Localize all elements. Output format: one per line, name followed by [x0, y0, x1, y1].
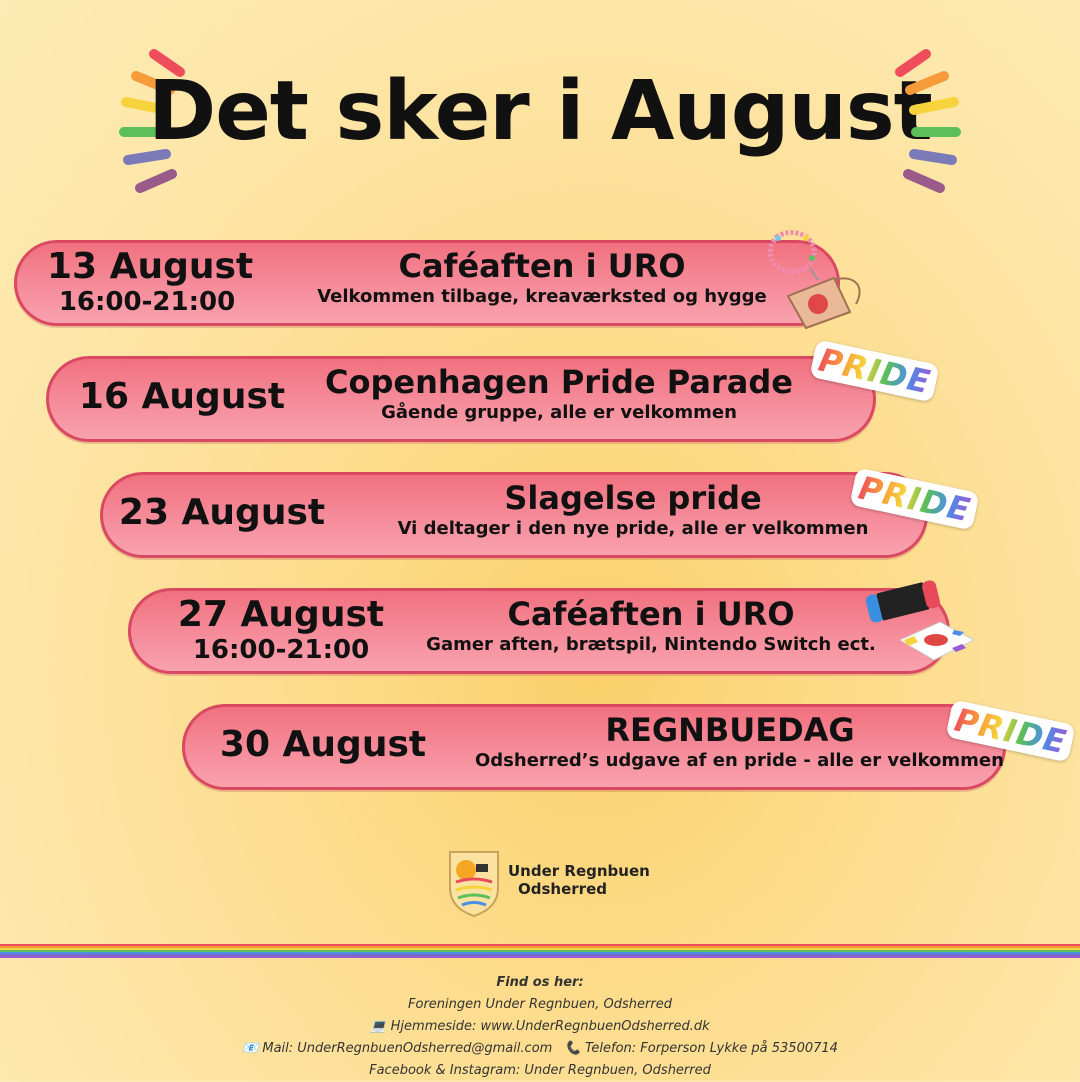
event-date: 27 August: [177, 594, 385, 635]
event-card: [182, 704, 1006, 790]
event-date-block: [77, 377, 287, 417]
footer-phone[interactable]: 📞 Telefon: Forperson Lykke på 53500714: [564, 1041, 838, 1056]
event-date: 30 August: [219, 724, 427, 765]
event-date: 13 August: [47, 246, 254, 287]
event-card: [46, 356, 876, 442]
rainbow-divider: [0, 944, 1080, 960]
event-info: [475, 711, 1004, 773]
event-subtitle: Gående gruppe, alle er velkommen: [381, 402, 737, 423]
event-card: [128, 588, 950, 674]
event-heading: Slagelse pride: [504, 479, 762, 517]
event-subtitle: Gamer aften, brætspil, Nintendo Switch ect.: [426, 634, 876, 655]
event-info: [309, 363, 809, 425]
contact-footer: [0, 972, 1080, 1082]
logo-line-2: Odsherred: [518, 880, 607, 898]
under-regnbuen-logo-icon: [446, 848, 502, 918]
footer-contact-line: [0, 1038, 1080, 1060]
logo-text: [508, 862, 650, 898]
event-heading: Caféaften i URO: [398, 247, 686, 285]
footer-heading: Find os her:: [496, 975, 584, 990]
logo-line-1: Under Regnbuen: [508, 862, 650, 880]
footer-social[interactable]: Facebook & Instagram: Under Regnbuen, Odsherred: [369, 1063, 711, 1078]
event-time: 16:00-21:00: [58, 287, 236, 317]
pride-sticker-text: PRIDE: [951, 700, 1071, 762]
event-heading: REGNBUEDAG: [605, 711, 855, 749]
event-date-block: [213, 725, 433, 765]
event-date-block: [47, 246, 254, 317]
event-date: 23 August: [118, 492, 326, 533]
event-subtitle: Vi deltager i den nye pride, alle er velkommen: [397, 518, 869, 539]
event-info: [297, 247, 787, 309]
footer-website[interactable]: 💻 Hjemmeside: www.UnderRegnbuenOdsherred.dk: [370, 1019, 710, 1034]
event-subtitle: Velkommen tilbage, kreaværksted og hygge: [317, 286, 767, 307]
event-time: 16:00-21:00: [192, 635, 370, 665]
page-title: Det sker i August: [148, 64, 932, 159]
event-heading: Caféaften i URO: [507, 595, 795, 633]
footer-org: Foreningen Under Regnbuen, Odsherred: [408, 997, 672, 1012]
event-card: [14, 240, 840, 326]
rainbow-rays-right-icon: [888, 40, 968, 200]
event-subtitle: Odsherred’s udgave af en pride - alle er velkommen: [475, 750, 1004, 771]
event-info: [383, 479, 883, 541]
event-date: 16 August: [78, 376, 286, 417]
event-date-block: [171, 595, 391, 665]
keychain-tote-bag-icon: [758, 224, 873, 334]
pride-sticker-text: PRIDE: [855, 468, 975, 530]
event-heading: Copenhagen Pride Parade: [325, 363, 793, 401]
nintendo-switch-board-game-icon: [860, 570, 980, 670]
event-date-block: [117, 493, 327, 533]
footer-mail[interactable]: 📧 Mail: UnderRegnbuenOdsherred@gmail.com: [242, 1041, 553, 1056]
event-info: [421, 595, 881, 657]
pride-sticker-text: PRIDE: [815, 340, 935, 402]
event-card: [100, 472, 928, 558]
